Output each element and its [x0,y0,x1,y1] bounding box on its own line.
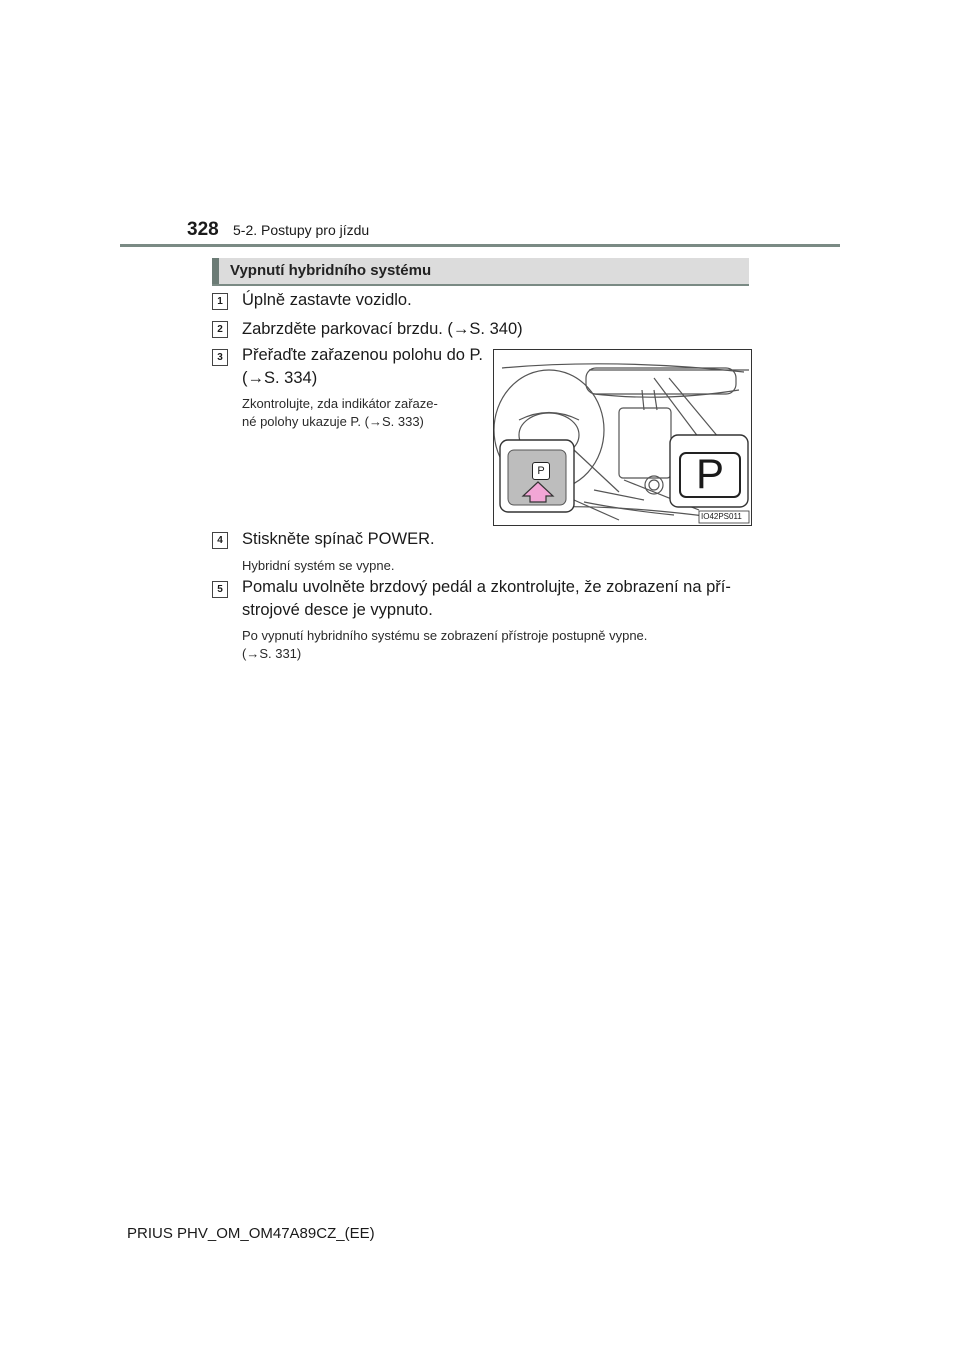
dashboard-drawing [494,350,751,525]
step-note-5-line1: Po vypnutí hybridního systému se zobrazení přístroje postupně vypne. [242,628,648,643]
figure-code: IO42PS011 [701,512,742,521]
step-number-1: 1 [212,293,228,310]
dashboard-illustration [493,349,752,526]
procedure-title-bar [212,258,749,286]
step-text-1: Úplně zastavte vozidlo. [242,291,412,309]
step-note-3-line1: Zkontrolujte, zda indikátor zařaze- [242,396,438,411]
step-text-5-line1: Pomalu uvolněte brzdový pedál a zkontrolujte, že zobrazení na pří- [242,578,731,596]
footer-model-code: PRIUS PHV_OM_OM47A89CZ_(EE) [127,1225,375,1242]
procedure-title: Vypnutí hybridního systému [230,262,432,279]
step-note-5-line2: (→S. 331) [242,646,302,661]
step-number-3: 3 [212,349,228,366]
p-button-label: P [532,462,550,480]
p-indicator-label: P [695,450,724,497]
step-note-4: Hybridní systém se vypne. [242,558,395,573]
step-text-3-line2: (→S. 334) [242,369,318,387]
step-text-5-line2: strojové desce je vypnuto. [242,601,433,619]
step-number-2: 2 [212,321,228,338]
page-number: 328 [187,219,219,240]
step-text-3-line1: Přeřaďte zařazenou polohu do P. [242,346,484,364]
step-number-4: 4 [212,532,228,549]
section-title: 5-2. Postupy pro jízdu [233,222,370,238]
step-note-3-line2: né polohy ukazuje P. (→S. 333) [242,414,424,429]
header-divider [120,244,840,247]
step-text-4: Stiskněte spínač POWER. [242,530,435,548]
step-text-2: Zabrzděte parkovací brzdu. (→S. 340) [242,320,523,338]
step-number-5: 5 [212,581,228,598]
